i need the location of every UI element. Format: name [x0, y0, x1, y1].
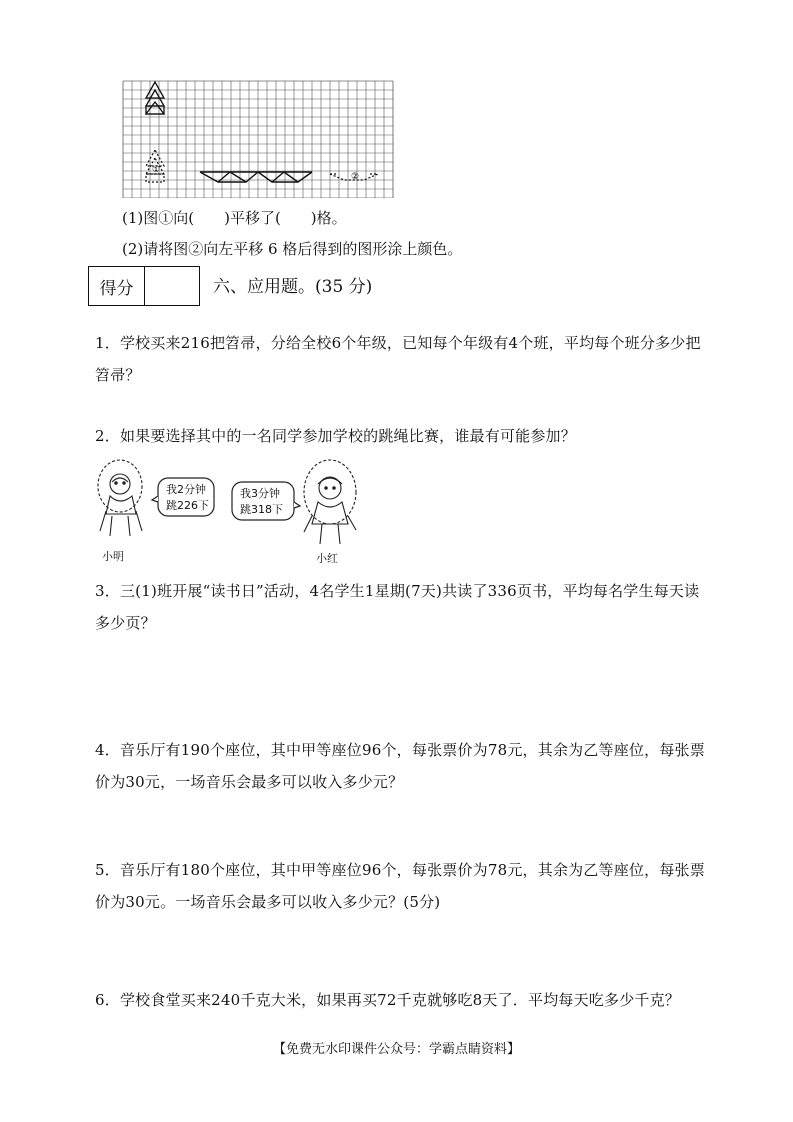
translation-question-2: (2)请将图②向左平移 6 格后得到的图形涂上颜色。	[122, 240, 463, 258]
xiaohong-bubble-line-2: 跳318下	[240, 503, 283, 516]
score-input-area[interactable]	[145, 267, 199, 305]
xiaoming-bubble-line-2: 跳226下	[166, 499, 209, 512]
translation-grid-figure	[122, 80, 394, 198]
translation-question-1: (1)图①向( )平移了( )格。	[122, 209, 347, 227]
question-3: 3．三(1)班开展“读书日”活动，4名学生1星期(7天)共读了336页书，平均每名学生每天读多少页？	[95, 582, 700, 632]
xiaohong-name: 小红	[316, 552, 338, 565]
zigzag-shape	[200, 172, 312, 182]
footer-note: 【免费无水印课件公众号：学霸点睛资料】	[272, 1042, 520, 1057]
grid-svg	[122, 80, 394, 198]
question-1: 1．学校买来216把笤帚，分给全校6个年级，已知每个年级有4个班，平均每个班分多少把笤帚？	[95, 334, 701, 384]
xiaohong-figure	[304, 460, 356, 544]
xiaohong-bubble-line-1: 我3分钟	[240, 487, 280, 500]
xiaoming-bubble-line-1: 我2分钟	[166, 483, 206, 496]
score-label: 得分	[89, 267, 145, 305]
figure-1-shape	[146, 82, 164, 114]
xiaoming-figure	[98, 460, 142, 536]
question-2: 2．如果要选择其中的一名同学参加学校的跳绳比赛，谁最有可能参加？	[95, 427, 576, 445]
score-box	[88, 266, 200, 306]
question-4: 4．音乐厅有190个座位，其中甲等座位96个，每张票价为78元，其余为乙等座位，每张票价为30元，一场音乐会最多可以收入多少元？	[95, 741, 705, 791]
question-6: 6．学校食堂买来240千克大米，如果再买72千克就够吃8天了．平均每天吃多少千克？	[95, 991, 681, 1009]
xiaohong-speech-bubble	[232, 482, 300, 520]
figure-2-label: ②	[351, 172, 360, 182]
xiaoming-name: 小明	[102, 550, 124, 563]
section-title: 六、应用题。(35 分)	[213, 277, 373, 297]
figure-1-label: ①	[152, 165, 161, 175]
jump-rope-illustration	[92, 456, 392, 568]
question-5: 5．音乐厅有180个座位，其中甲等座位96个，每张票价为78元，其余为乙等座位，每张票价为30元。一场音乐会最多可以收入多少元？(5分)	[95, 861, 705, 911]
illustration-svg	[92, 456, 392, 568]
xiaoming-speech-bubble	[152, 478, 214, 516]
